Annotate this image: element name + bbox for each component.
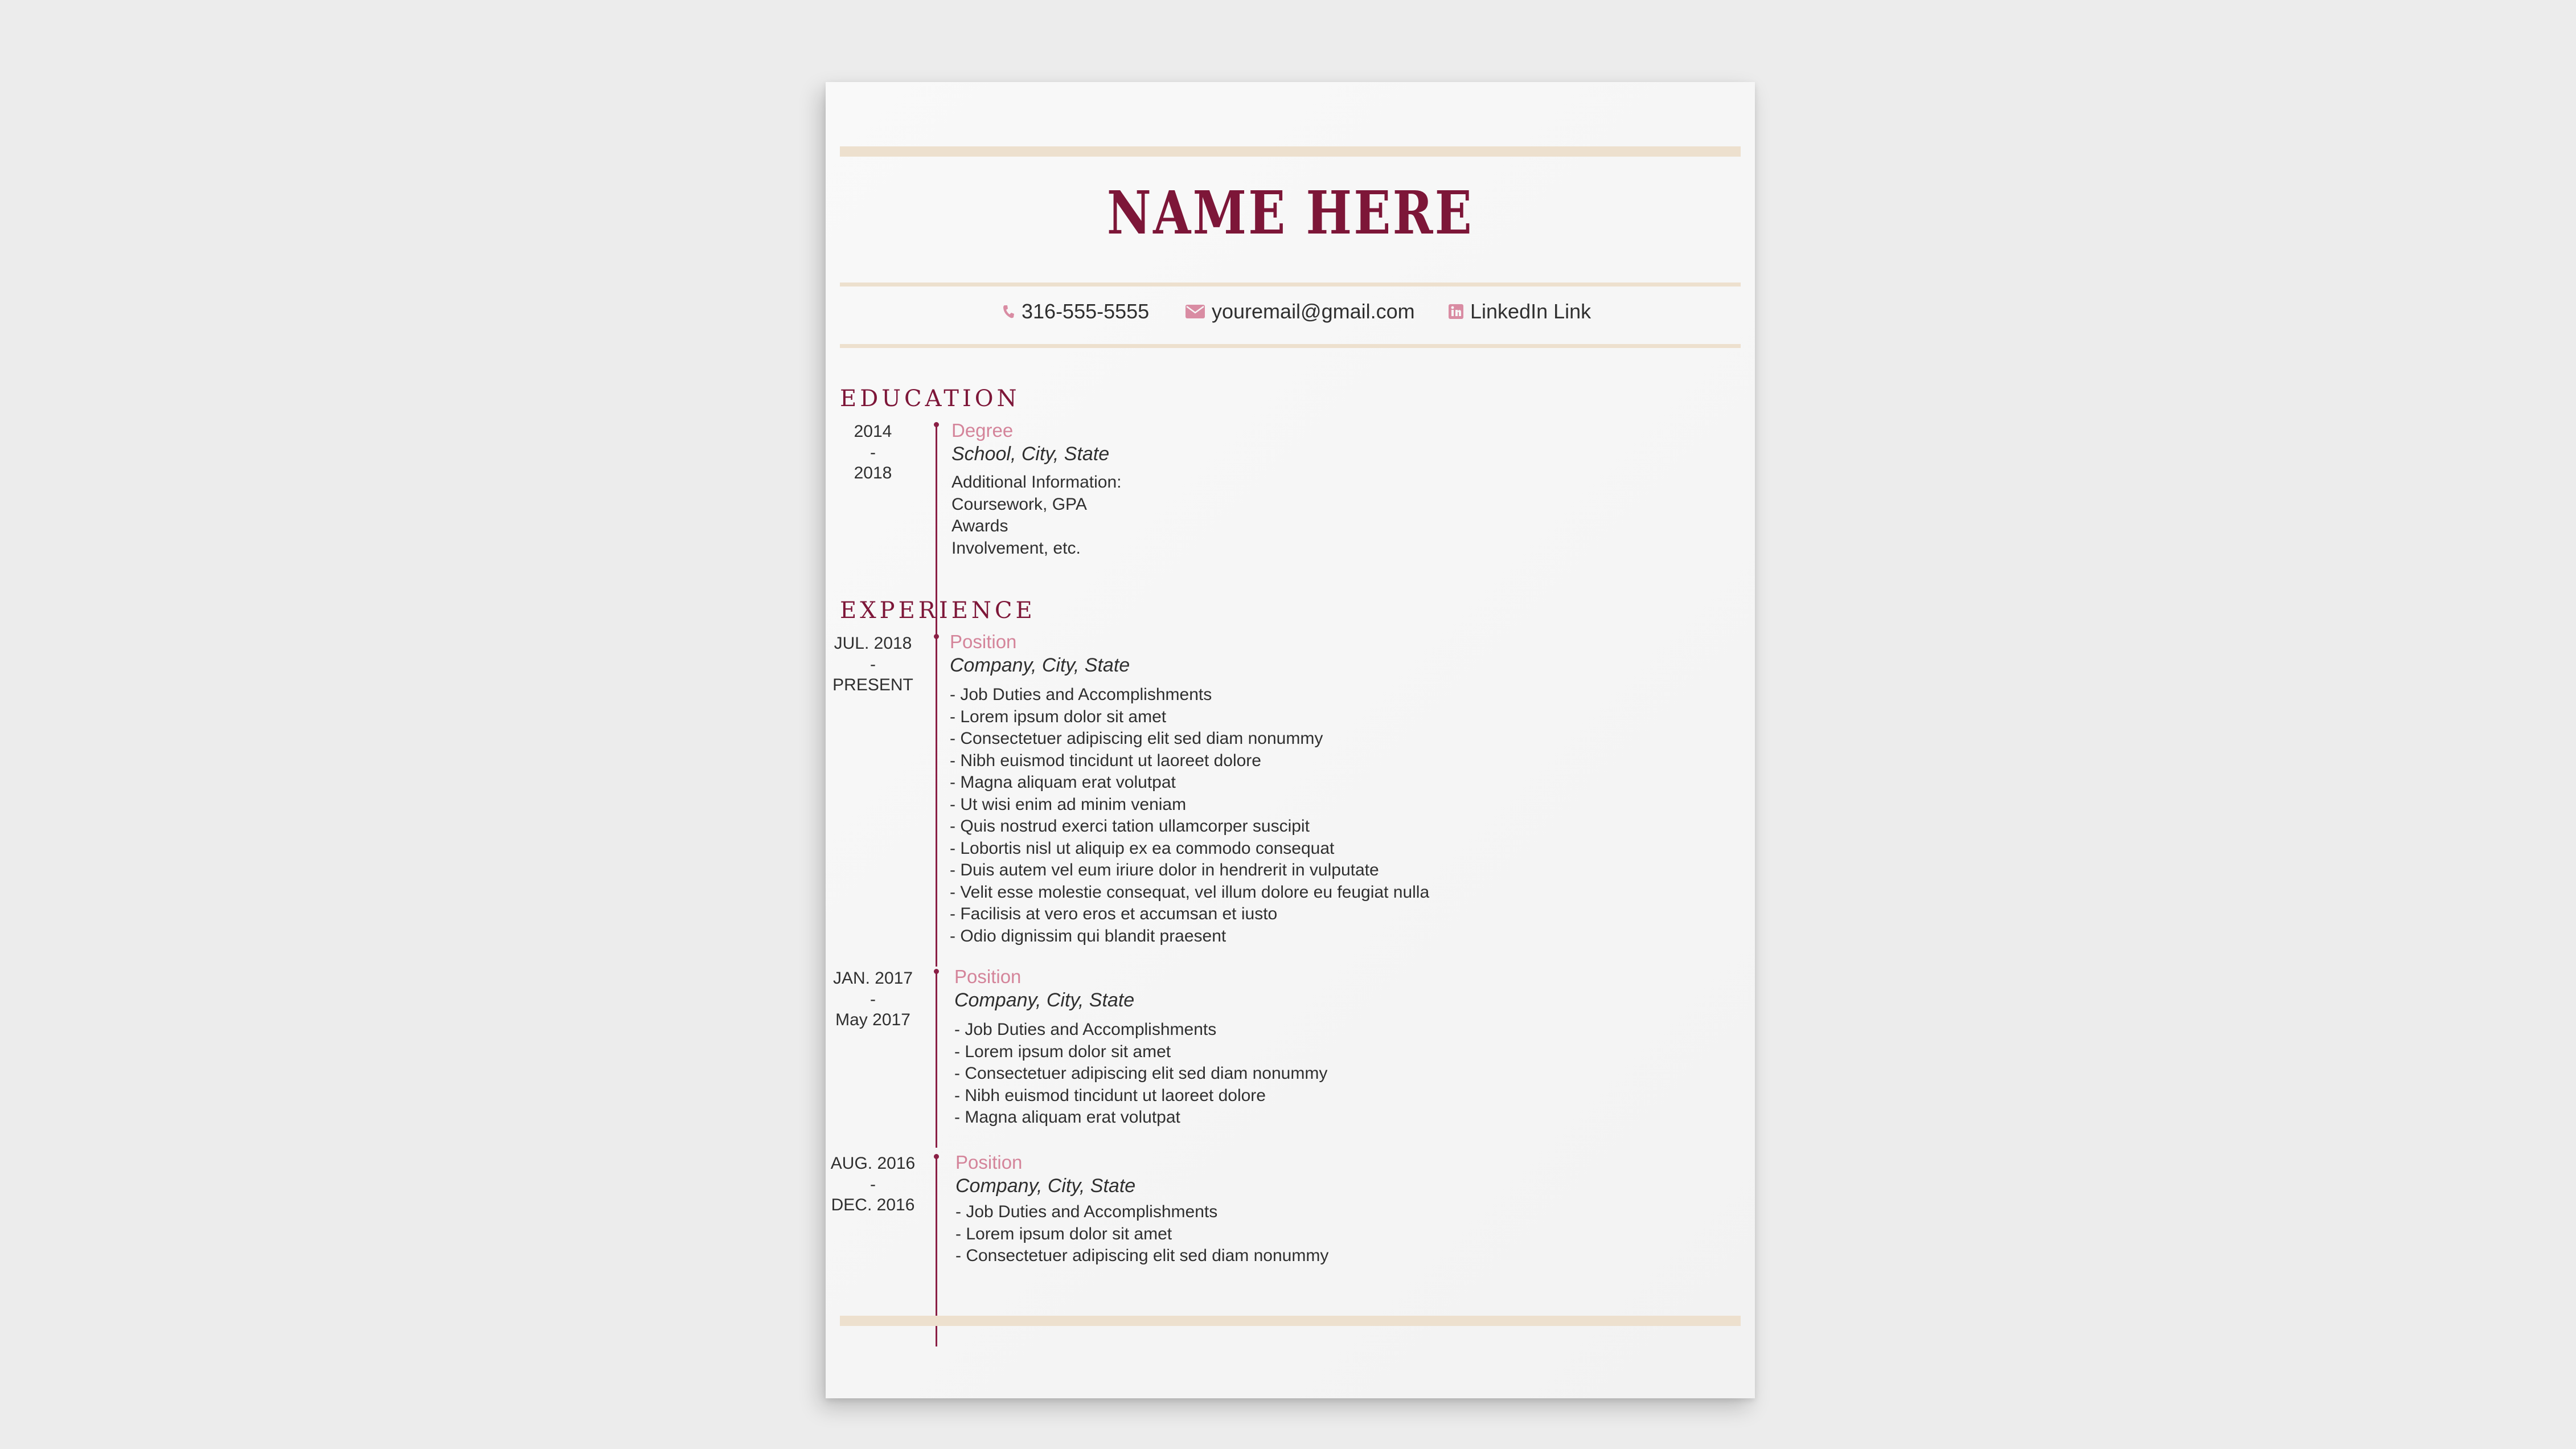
job-dates [830,1153,916,1216]
duty-item: - Ut wisi enim ad minim veniam [950,795,1187,814]
company-location: Company, City, State [955,1175,1136,1197]
duty-item: - Quis nostrud exerci tation ullamcorper suscipit [950,817,1310,836]
top-decorative-band [840,146,1741,157]
school-location: School, City, State [951,443,1110,465]
date-start: 2014 [854,422,892,441]
duty-list [950,684,1429,947]
duty-item: - Lorem ipsum dolor sit amet [950,707,1167,726]
job-entry [955,1153,1328,1267]
contact-linkedin [1449,301,1591,322]
date-separator: - [870,443,876,462]
duty-item: - Job Duties and Accomplishments [954,1020,1217,1039]
timeline-marker [934,1154,939,1159]
education-details [951,472,1122,559]
duty-item: - Lorem ipsum dolor sit amet [954,1042,1171,1061]
duty-item: - Nibh euismod tincidunt ut laoreet dolore [954,1086,1266,1105]
contact-email [1186,301,1415,322]
education-heading: EDUCATION [840,386,1020,412]
position-title: Position [955,1152,1023,1173]
duty-item: - Job Duties and Accomplishments [950,685,1212,704]
duty-item: - Job Duties and Accomplishments [955,1202,1218,1221]
timeline-marker [934,422,939,427]
duty-item: - Odio dignissim qui blandit praesent [950,926,1227,945]
date-start: JUL. 2018 [834,634,912,653]
position-title: Position [954,966,1022,987]
date-end: 2018 [854,464,892,482]
job-timeline [936,972,937,1148]
job-entry [950,632,1429,947]
contact-top-divider [840,283,1741,286]
date-separator: - [870,654,876,674]
contact-phone [1002,301,1149,322]
duty-item: - Consectetuer adipiscing elit sed diam nonummy [955,1246,1329,1265]
duty-item: - Consectetuer adipiscing elit sed diam nonummy [950,729,1323,748]
duty-item: - Nibh euismod tincidunt ut laoreet dolore [950,751,1261,770]
date-end: PRESENT [832,676,913,694]
position-title: Position [950,631,1017,652]
duty-item: - Velit esse molestie consequat, vel illum dolore eu feugiat nulla [950,882,1430,902]
detail-line: Involvement, etc. [951,538,1081,558]
duty-list [954,1019,1327,1129]
bottom-decorative-band [840,1316,1741,1326]
timeline-marker [934,634,939,639]
job-entry [954,967,1327,1129]
detail-line: Awards [951,517,1008,535]
envelope-icon [1186,305,1205,318]
date-separator: - [870,1174,876,1194]
degree-title: Degree [951,420,1014,441]
resume-page [826,82,1755,1398]
resume-name: NAME HERE [1106,178,1474,248]
date-start: JAN. 2017 [832,969,913,988]
duty-item: - Duis autem vel eum iriure dolor in hendrerit in vulputate [950,861,1379,879]
timeline-marker [934,969,939,974]
linkedin-icon [1449,304,1463,319]
duty-item: - Consectetuer adipiscing elit sed diam nonummy [954,1064,1328,1083]
duty-list [955,1201,1328,1267]
company-location: Company, City, State [954,989,1135,1011]
job-timeline [936,637,937,967]
detail-line: Additional Information: [951,473,1122,492]
phone-icon [1002,304,1015,319]
date-end: DEC. 2016 [831,1196,915,1214]
education-dates [830,421,916,484]
duty-item: - Lobortis nisl ut aliquip ex ea commodo consequat [950,838,1335,858]
experience-heading: EXPERIENCE [840,597,1036,624]
phone-number: 316-555-5555 [1022,300,1150,323]
email-address[interactable]: youremail@gmail.com [1212,300,1415,323]
contact-bottom-divider [840,344,1741,348]
duty-item: - Facilisis at vero eros et accumsan et iusto [950,904,1278,923]
date-end: May 2017 [835,1010,910,1029]
date-start: AUG. 2016 [830,1154,916,1173]
job-dates [830,633,916,696]
date-separator: - [870,989,876,1009]
duty-item: - Magna aliquam erat volutpat [954,1108,1180,1127]
duty-item: - Lorem ipsum dolor sit amet [955,1224,1172,1243]
education-entry [951,421,1122,559]
job-dates [830,968,916,1031]
duty-item: - Magna aliquam erat volutpat [950,773,1176,792]
company-location: Company, City, State [950,654,1130,676]
detail-line: Coursework, GPA [951,494,1087,514]
linkedin-link[interactable]: LinkedIn Link [1470,300,1591,323]
